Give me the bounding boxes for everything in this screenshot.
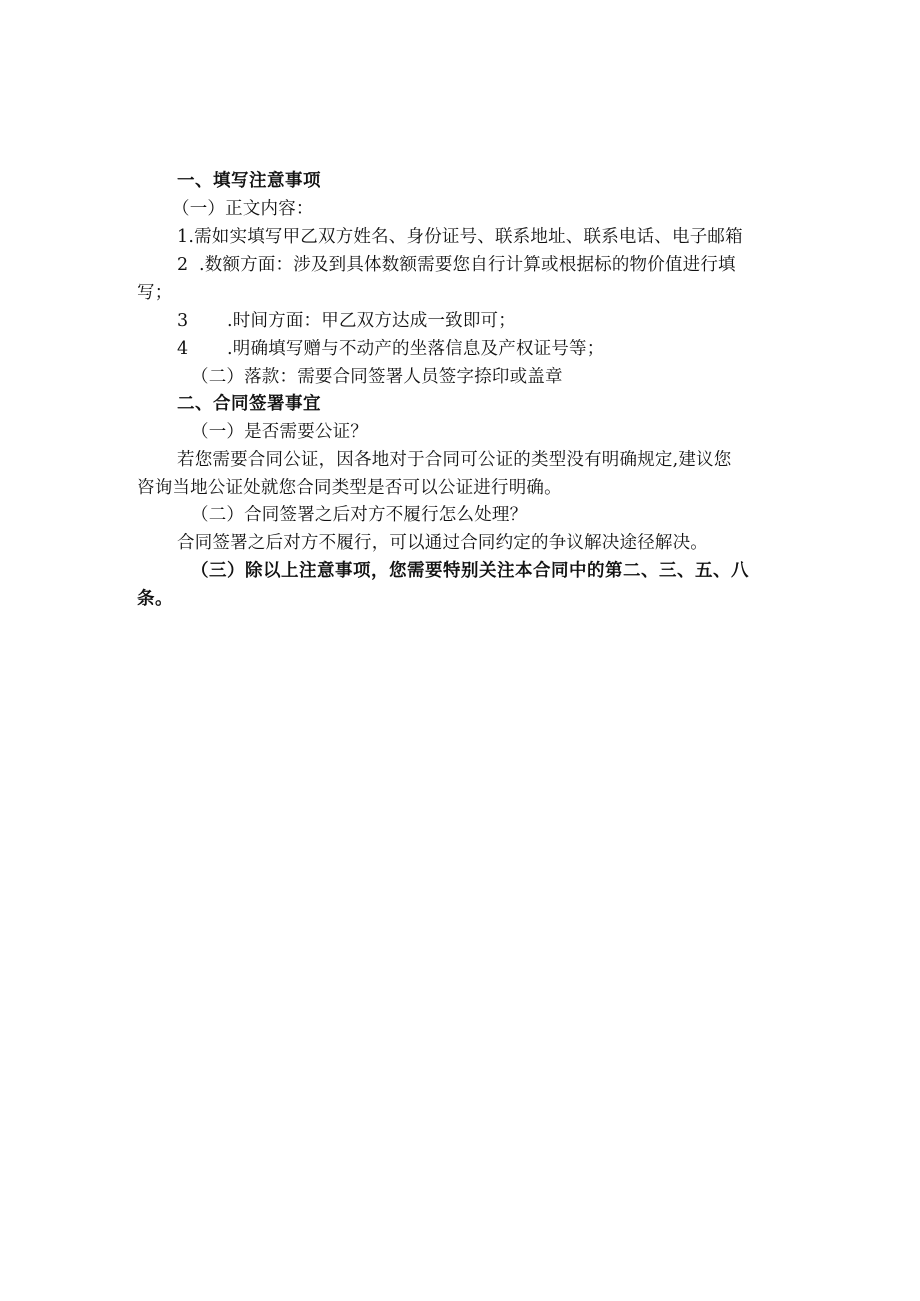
item4-number: 4 — [177, 339, 189, 359]
item3-number: 3 — [177, 311, 189, 331]
section1-item4 — [177, 337, 604, 361]
item4-text: .明确填写赠与不动产的坐落信息及产权证号等； — [227, 339, 605, 359]
section2-q1: （一）是否需要公证？ — [191, 422, 368, 442]
section2-heading: 二、合同签署事宜 — [177, 394, 321, 414]
section1-sub1-title: （一）正文内容： — [172, 199, 314, 219]
item2-number: 2 — [177, 255, 189, 275]
section2-note-line2: 条。 — [137, 589, 173, 609]
item3-text: .时间方面：甲乙双方达成一致即可； — [227, 311, 516, 331]
section1-heading: 一、填写注意事项 — [177, 171, 321, 191]
section1-item2-continuation: 写； — [137, 283, 173, 303]
section2-a2: 合同签署之后对方不履行，可以通过合同约定的争议解决途径解决。 — [177, 533, 708, 553]
section2-a1-line1: 若您需要合同公证，因各地对于合同可公证的类型没有明确规定,建议您 — [177, 450, 732, 470]
section1-item1: 1.需如实填写甲乙双方姓名、身份证号、联系地址、联系电话、电子邮箱 — [177, 227, 743, 247]
section2-q2: （二）合同签署之后对方不履行怎么处理？ — [191, 505, 528, 525]
section2-note-line1: （三）除以上注意事项，您需要特别关注本合同中的第二、三、五、八 — [191, 561, 749, 581]
section2-a1-line2: 咨询当地公证处就您合同类型是否可以公证进行明确。 — [137, 478, 562, 498]
section1-sub2: （二）落款：需要合同签署人员签字捺印或盖章 — [191, 367, 563, 387]
section1-item3 — [177, 309, 516, 333]
section1-item2 — [177, 253, 736, 277]
item2-text: .数额方面：涉及到具体数额需要您自行计算或根据标的物价值进行填 — [199, 255, 736, 275]
